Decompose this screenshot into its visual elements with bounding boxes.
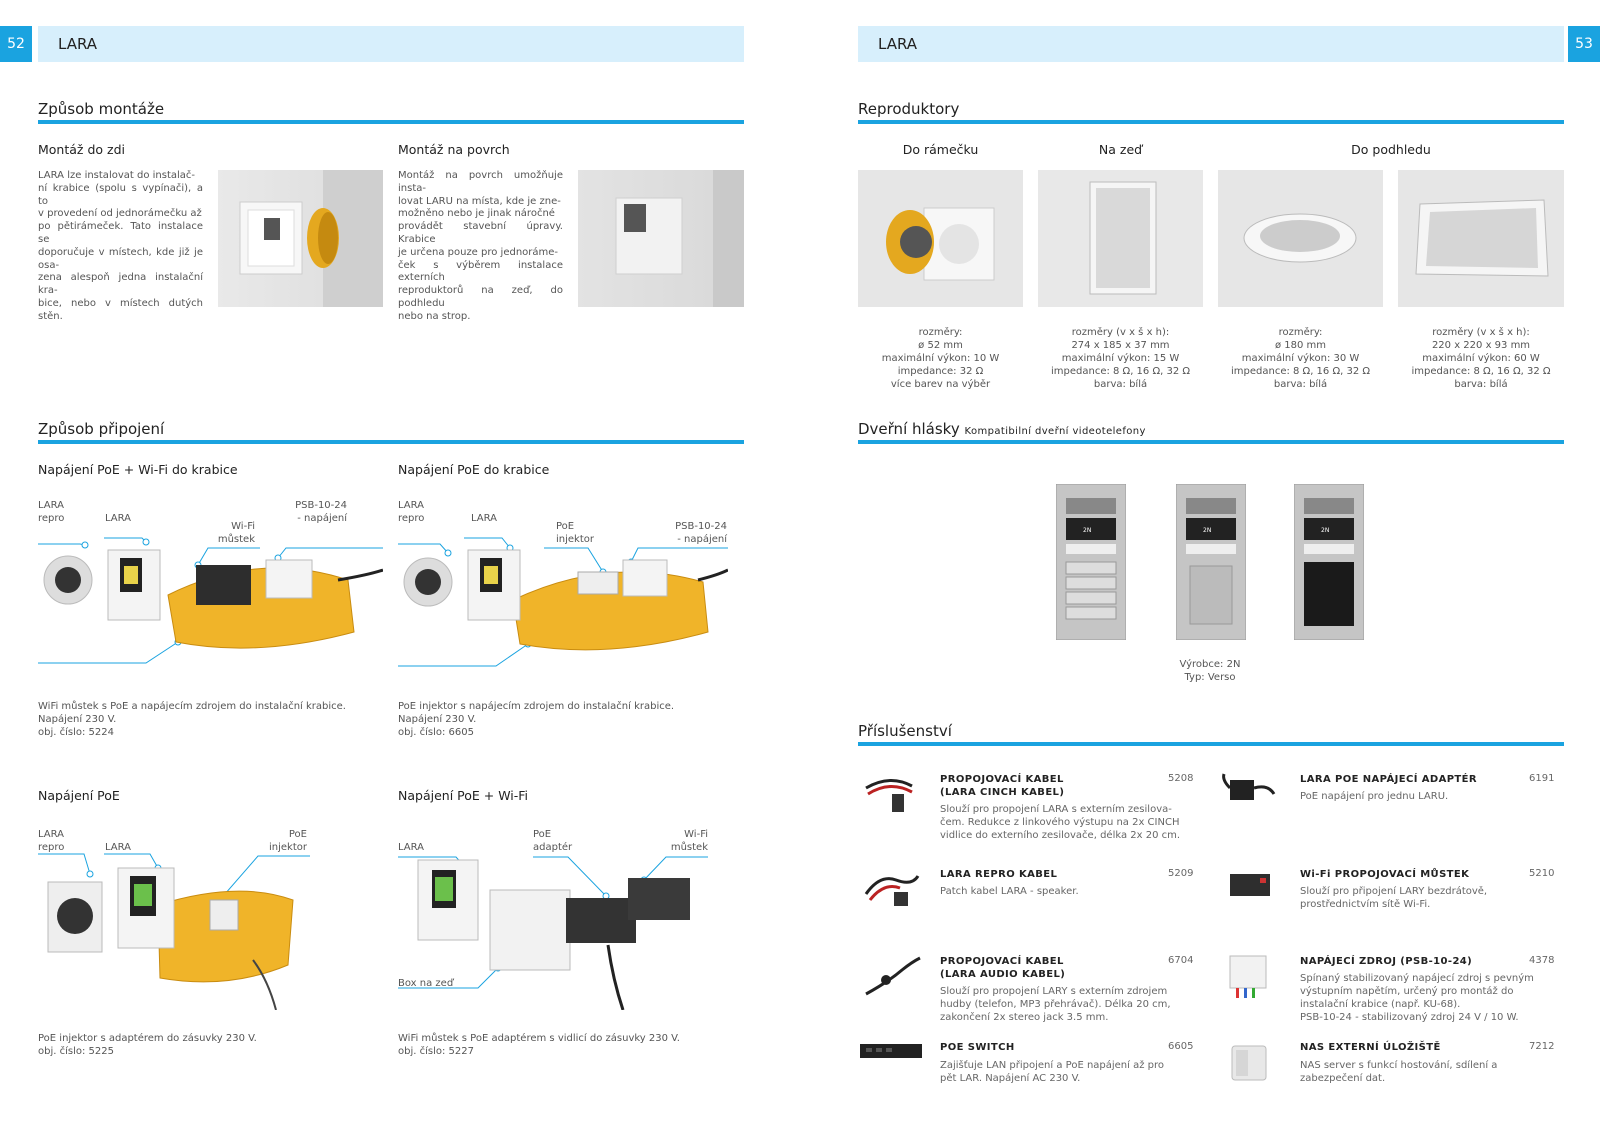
- diagram-poe-wifi: [398, 850, 728, 1010]
- speaker-group-ceiling: Do podhledu: [1351, 142, 1431, 157]
- header-title: LARA: [878, 35, 918, 53]
- desc-line: pět LAR. Napájení AC 230 V.: [940, 1073, 1081, 1084]
- accessory-number: 5209: [1168, 868, 1194, 879]
- caption-line: Napájení 230 V.: [398, 714, 477, 725]
- text-line: doporučuje v místech, kde již je osa-: [38, 246, 203, 271]
- text-line: bice, nebo v místech dutých stěn.: [38, 297, 203, 322]
- text-line: ní krabice (spolu s vypínači), a to: [38, 182, 203, 207]
- desc-line: Slouží pro propojení LARY s externím zdrojem: [940, 986, 1168, 997]
- subsection-title-wall: Montáž do zdi: [38, 142, 125, 157]
- accessory-title: [1300, 955, 1472, 968]
- subsection-title-poe-wifi: Napájení PoE + Wi-Fi: [398, 788, 529, 803]
- subsection-title-poe-box: Napájení PoE do krabice: [398, 462, 550, 477]
- subsection-title-poe: Napájení PoE: [38, 788, 120, 803]
- accessory-title: [940, 868, 1057, 881]
- desc-line: Slouží pro připojení LARY bezdrátově,: [1300, 886, 1488, 897]
- speaker-photo-ceiling-round: [1218, 170, 1383, 307]
- accessory-description: [1300, 1059, 1497, 1085]
- label-lara: LARA: [105, 842, 132, 853]
- cinch-cable-icon: [860, 772, 924, 816]
- label-line: PoE: [533, 829, 552, 840]
- header-bar-right: [858, 26, 1564, 62]
- accessory-number: 5210: [1529, 868, 1555, 879]
- title-line: (LARA AUDIO KABEL): [940, 969, 1066, 980]
- label-line: LARA: [38, 829, 65, 840]
- spec-line: impedance: 32 Ω: [897, 366, 984, 377]
- text-line: ček s výběrem instalace externích: [398, 259, 563, 284]
- wifi-bridge-icon: [1228, 870, 1272, 900]
- subsection-title-surface: Montáž na povrch: [398, 142, 510, 157]
- spec-line: 220 x 220 x 93 mm: [1431, 340, 1531, 351]
- text-line: reproduktorů na zeď, do podhledu: [398, 285, 563, 309]
- brand-logo-text: 2N: [1083, 527, 1092, 534]
- label-line: repro: [398, 513, 425, 524]
- desc-line: vidlice do externího zesilovače, délka 2x 20 cm.: [940, 830, 1181, 841]
- repro-cable-icon: [860, 868, 924, 912]
- caption-poe-wifi-box: [38, 700, 346, 739]
- door-station-keypad: [1176, 484, 1246, 640]
- desc-line: PSB-10-24 - stabilizovaný zdroj 24 V / 10 W.: [1300, 1012, 1519, 1023]
- spec-line: více barev na výběr: [890, 379, 991, 390]
- header-title: LARA: [58, 35, 98, 53]
- accessory-number: 5208: [1168, 773, 1194, 784]
- spec-line: impedance: 8 Ω, 16 Ω, 32 Ω: [1230, 366, 1371, 377]
- text-line: Montáž na povrch umožňuje insta-: [398, 170, 563, 194]
- diagram-poe: [38, 850, 338, 1010]
- speaker-specs-ceiling-square: [1398, 326, 1564, 391]
- label-lara: LARA: [471, 513, 498, 524]
- accessory-description: [1300, 885, 1487, 911]
- power-supply-icon: [1228, 954, 1268, 1000]
- diagram-poe-wifi-box: [38, 520, 383, 670]
- title-line: Wi-Fi PROPOJOVACÍ MŮSTEK: [1300, 869, 1470, 880]
- spec-line: ø 180 mm: [1274, 340, 1327, 351]
- desc-line: výstupním napětím, určený pro montáž do: [1300, 986, 1514, 997]
- desc-line: PoE napájení pro jednu LARU.: [1300, 791, 1449, 802]
- desc-line: zakončení 2x stereo jack 3.5 mm.: [940, 1012, 1109, 1023]
- brand-logo-text: 2N: [1321, 527, 1330, 534]
- text-line: provádět stavební úpravy. Krabice: [398, 221, 563, 245]
- accessory-number: 7212: [1529, 1041, 1555, 1052]
- label-line: repro: [38, 842, 65, 853]
- label-line: můstek: [670, 842, 708, 853]
- doorbells-caption: [1140, 658, 1280, 684]
- label-line: LARA: [398, 500, 425, 511]
- spec-line: barva: bílá: [1454, 379, 1508, 390]
- title-line: NAS EXTERNÍ ÚLOŽIŠTĚ: [1300, 1042, 1441, 1053]
- desc-line: Slouží pro propojení LARA s externím zesilova-: [940, 804, 1172, 815]
- door-station-display: [1294, 484, 1364, 640]
- speaker-specs-frame: [858, 326, 1023, 391]
- title-line: (LARA CINCH KABEL): [940, 787, 1065, 798]
- page-number-left: 52: [0, 26, 32, 62]
- spec-line: barva: bílá: [1093, 379, 1148, 390]
- spec-line: ø 52 mm: [918, 340, 963, 351]
- audio-cable-icon: [862, 956, 924, 1000]
- speaker-group-frame: Do rámečku: [902, 142, 979, 157]
- accessory-title: [1300, 773, 1477, 786]
- label-line: LARA: [38, 500, 65, 511]
- text-line: po pětirámeček. Tato instalace se: [38, 221, 203, 245]
- speaker-photo-frame: [858, 170, 1023, 307]
- spec-line: rozměry:: [918, 327, 963, 338]
- caption-line: obj. číslo: 5227: [398, 1046, 474, 1057]
- speaker-specs-ceiling-round: [1218, 326, 1383, 391]
- caption-line: Typ: Verso: [1184, 672, 1236, 683]
- accessory-description: [940, 803, 1180, 842]
- label-line: můstek: [217, 534, 255, 545]
- poe-adapter-icon: [1220, 770, 1276, 810]
- accessory-number: 6605: [1168, 1041, 1194, 1052]
- speaker-specs-wall: [1038, 326, 1203, 391]
- section-divider: [858, 120, 1564, 124]
- title-line: PROPOJOVACÍ KABEL: [940, 956, 1064, 967]
- label-line: injektor: [269, 842, 307, 853]
- caption-poe-box: [398, 700, 674, 739]
- section-divider: [858, 742, 1564, 746]
- label-line: - napájení: [297, 513, 347, 524]
- accessory-description: [940, 985, 1171, 1024]
- text-line: LARA lze instalovat do instalač-: [38, 170, 196, 181]
- doorbells-subtitle: Kompatibilní dveřní videotelefony: [964, 426, 1146, 437]
- desc-line: Zajišťuje LAN připojení a PoE napájení až pro: [940, 1060, 1165, 1071]
- label-lara: LARA: [105, 513, 132, 524]
- desc-line: prostřednictvím sítě Wi-Fi.: [1300, 899, 1431, 910]
- brand-logo-text: 2N: [1203, 527, 1212, 534]
- spec-line: maximální výkon: 60 W: [1422, 353, 1540, 364]
- desc-line: NAS server s funkcí hostování, sdílení a: [1300, 1060, 1498, 1071]
- accessory-description: [1300, 790, 1448, 803]
- spec-line: 274 x 185 x 37 mm: [1071, 340, 1170, 351]
- text-line: lovat LARU na místa, kde je zne-: [398, 195, 561, 207]
- caption-line: PoE injektor s napájecím zdrojem do instalační krabice.: [398, 701, 675, 712]
- speaker-photo-ceiling-square: [1398, 170, 1564, 307]
- accessory-title: [1300, 868, 1469, 881]
- text-line: nebo na strop.: [398, 310, 471, 322]
- section-divider: [38, 440, 744, 444]
- accessory-number: 6191: [1529, 773, 1555, 784]
- section-divider: [858, 440, 1564, 444]
- caption-poe-wifi: [398, 1032, 680, 1058]
- title-line: NAPÁJECÍ ZDROJ (PSB-10-24): [1300, 956, 1473, 967]
- spec-line: barva: bílá: [1273, 379, 1328, 390]
- caption-poe: [38, 1032, 257, 1058]
- label-line: - napájení: [677, 534, 727, 545]
- text-line: je určena pouze pro jednoráme-: [398, 246, 559, 258]
- accessory-title: [940, 773, 1064, 799]
- text-line: zena alespoň jedna instalační kra-: [38, 272, 203, 297]
- caption-line: WiFi můstek s PoE adaptérem s vidlicí do zásuvky 230 V.: [398, 1033, 680, 1044]
- spec-line: rozměry:: [1278, 327, 1323, 338]
- caption-line: WiFi můstek s PoE a napájecím zdrojem do instalační krabice.: [38, 701, 346, 712]
- section-title-mounting: Způsob montáže: [38, 100, 165, 118]
- surface-mount-text: [398, 170, 563, 324]
- spec-line: impedance: 8 Ω, 16 Ω, 32 Ω: [1050, 366, 1191, 377]
- accessory-number: 4378: [1529, 955, 1555, 966]
- caption-line: obj. číslo: 5224: [38, 727, 114, 738]
- accessory-number: 6704: [1168, 955, 1194, 966]
- desc-line: Patch kabel LARA - speaker.: [940, 886, 1079, 897]
- label-line: Wi-Fi: [231, 521, 255, 532]
- accessory-description: [940, 1059, 1164, 1085]
- wall-mount-photo: [218, 170, 383, 307]
- title-line: POE SWITCH: [940, 1042, 1015, 1053]
- caption-line: Napájení 230 V.: [38, 714, 117, 725]
- spec-line: maximální výkon: 15 W: [1061, 353, 1180, 364]
- label-line: PoE: [288, 829, 307, 840]
- page-number-right: 53: [1568, 26, 1600, 62]
- text-line: možněno nebo je jinak náročné: [398, 208, 555, 220]
- label-wall-box: Box na zeď: [398, 978, 454, 989]
- diagram-poe-box: [398, 520, 728, 672]
- subsection-title-poe-wifi-box: Napájení PoE + Wi-Fi do krabice: [38, 462, 238, 477]
- spec-line: rozměry (v x š x h):: [1432, 327, 1530, 338]
- caption-line: obj. číslo: 5225: [38, 1046, 114, 1057]
- label-lara: LARA: [398, 842, 425, 853]
- section-divider: [38, 120, 744, 124]
- desc-line: čem. Redukce z linkového výstupu na 2x CINCH: [940, 817, 1180, 828]
- desc-line: hudby (telefon, MP3 přehrávač). Délka 20 cm,: [940, 999, 1171, 1010]
- label-line: PoE: [556, 521, 575, 532]
- accessory-title: [940, 1041, 1015, 1054]
- section-title-speakers: Reproduktory: [858, 100, 960, 118]
- desc-line: zabezpečení dat.: [1300, 1073, 1386, 1084]
- desc-line: Spínaný stabilizovaný napájecí zdroj s pevným: [1300, 973, 1534, 984]
- surface-mount-photo: [578, 170, 744, 307]
- section-title-accessories: Příslušenství: [858, 722, 952, 740]
- accessory-title: [940, 955, 1065, 981]
- doorbells-title: Dveřní hlásky: [858, 420, 960, 438]
- poe-switch-icon: [858, 1040, 924, 1062]
- label-line: adaptér: [533, 842, 573, 853]
- door-station-buttons: [1056, 484, 1126, 640]
- speaker-group-wall: Na zeď: [1098, 142, 1143, 157]
- accessory-title: [1300, 1041, 1441, 1054]
- speaker-photo-wall: [1038, 170, 1203, 307]
- desc-line: instalační krabice (např. KU-68).: [1300, 999, 1461, 1010]
- section-title-connection: Způsob připojení: [38, 420, 165, 438]
- title-line: LARA REPRO KABEL: [940, 869, 1058, 880]
- caption-line: PoE injektor s adaptérem do zásuvky 230 V.: [38, 1033, 257, 1044]
- accessory-description: [940, 885, 1079, 898]
- caption-line: Výrobce: 2N: [1179, 659, 1241, 670]
- wall-mount-text: [38, 170, 203, 324]
- title-line: PROPOJOVACÍ KABEL: [940, 774, 1064, 785]
- spec-line: impedance: 8 Ω, 16 Ω, 32 Ω: [1411, 366, 1551, 377]
- header-bar-left: [38, 26, 744, 62]
- section-title-doorbells: [858, 420, 1146, 438]
- label-line: PSB-10-24: [675, 521, 727, 532]
- spec-line: rozměry (v x š x h):: [1071, 327, 1170, 338]
- spec-line: maximální výkon: 30 W: [1241, 353, 1360, 364]
- caption-line: obj. číslo: 6605: [398, 727, 474, 738]
- label-line: repro: [38, 513, 65, 524]
- spec-line: maximální výkon: 10 W: [881, 353, 1000, 364]
- label-line: injektor: [556, 534, 594, 545]
- nas-storage-icon: [1228, 1044, 1270, 1082]
- label-line: Wi-Fi: [684, 829, 708, 840]
- text-line: v provedení od jednorámečku až: [38, 208, 202, 220]
- label-line: PSB-10-24: [295, 500, 347, 511]
- accessory-description: [1300, 972, 1534, 1024]
- title-line: LARA POE NAPÁJECÍ ADAPTÉR: [1300, 774, 1477, 785]
